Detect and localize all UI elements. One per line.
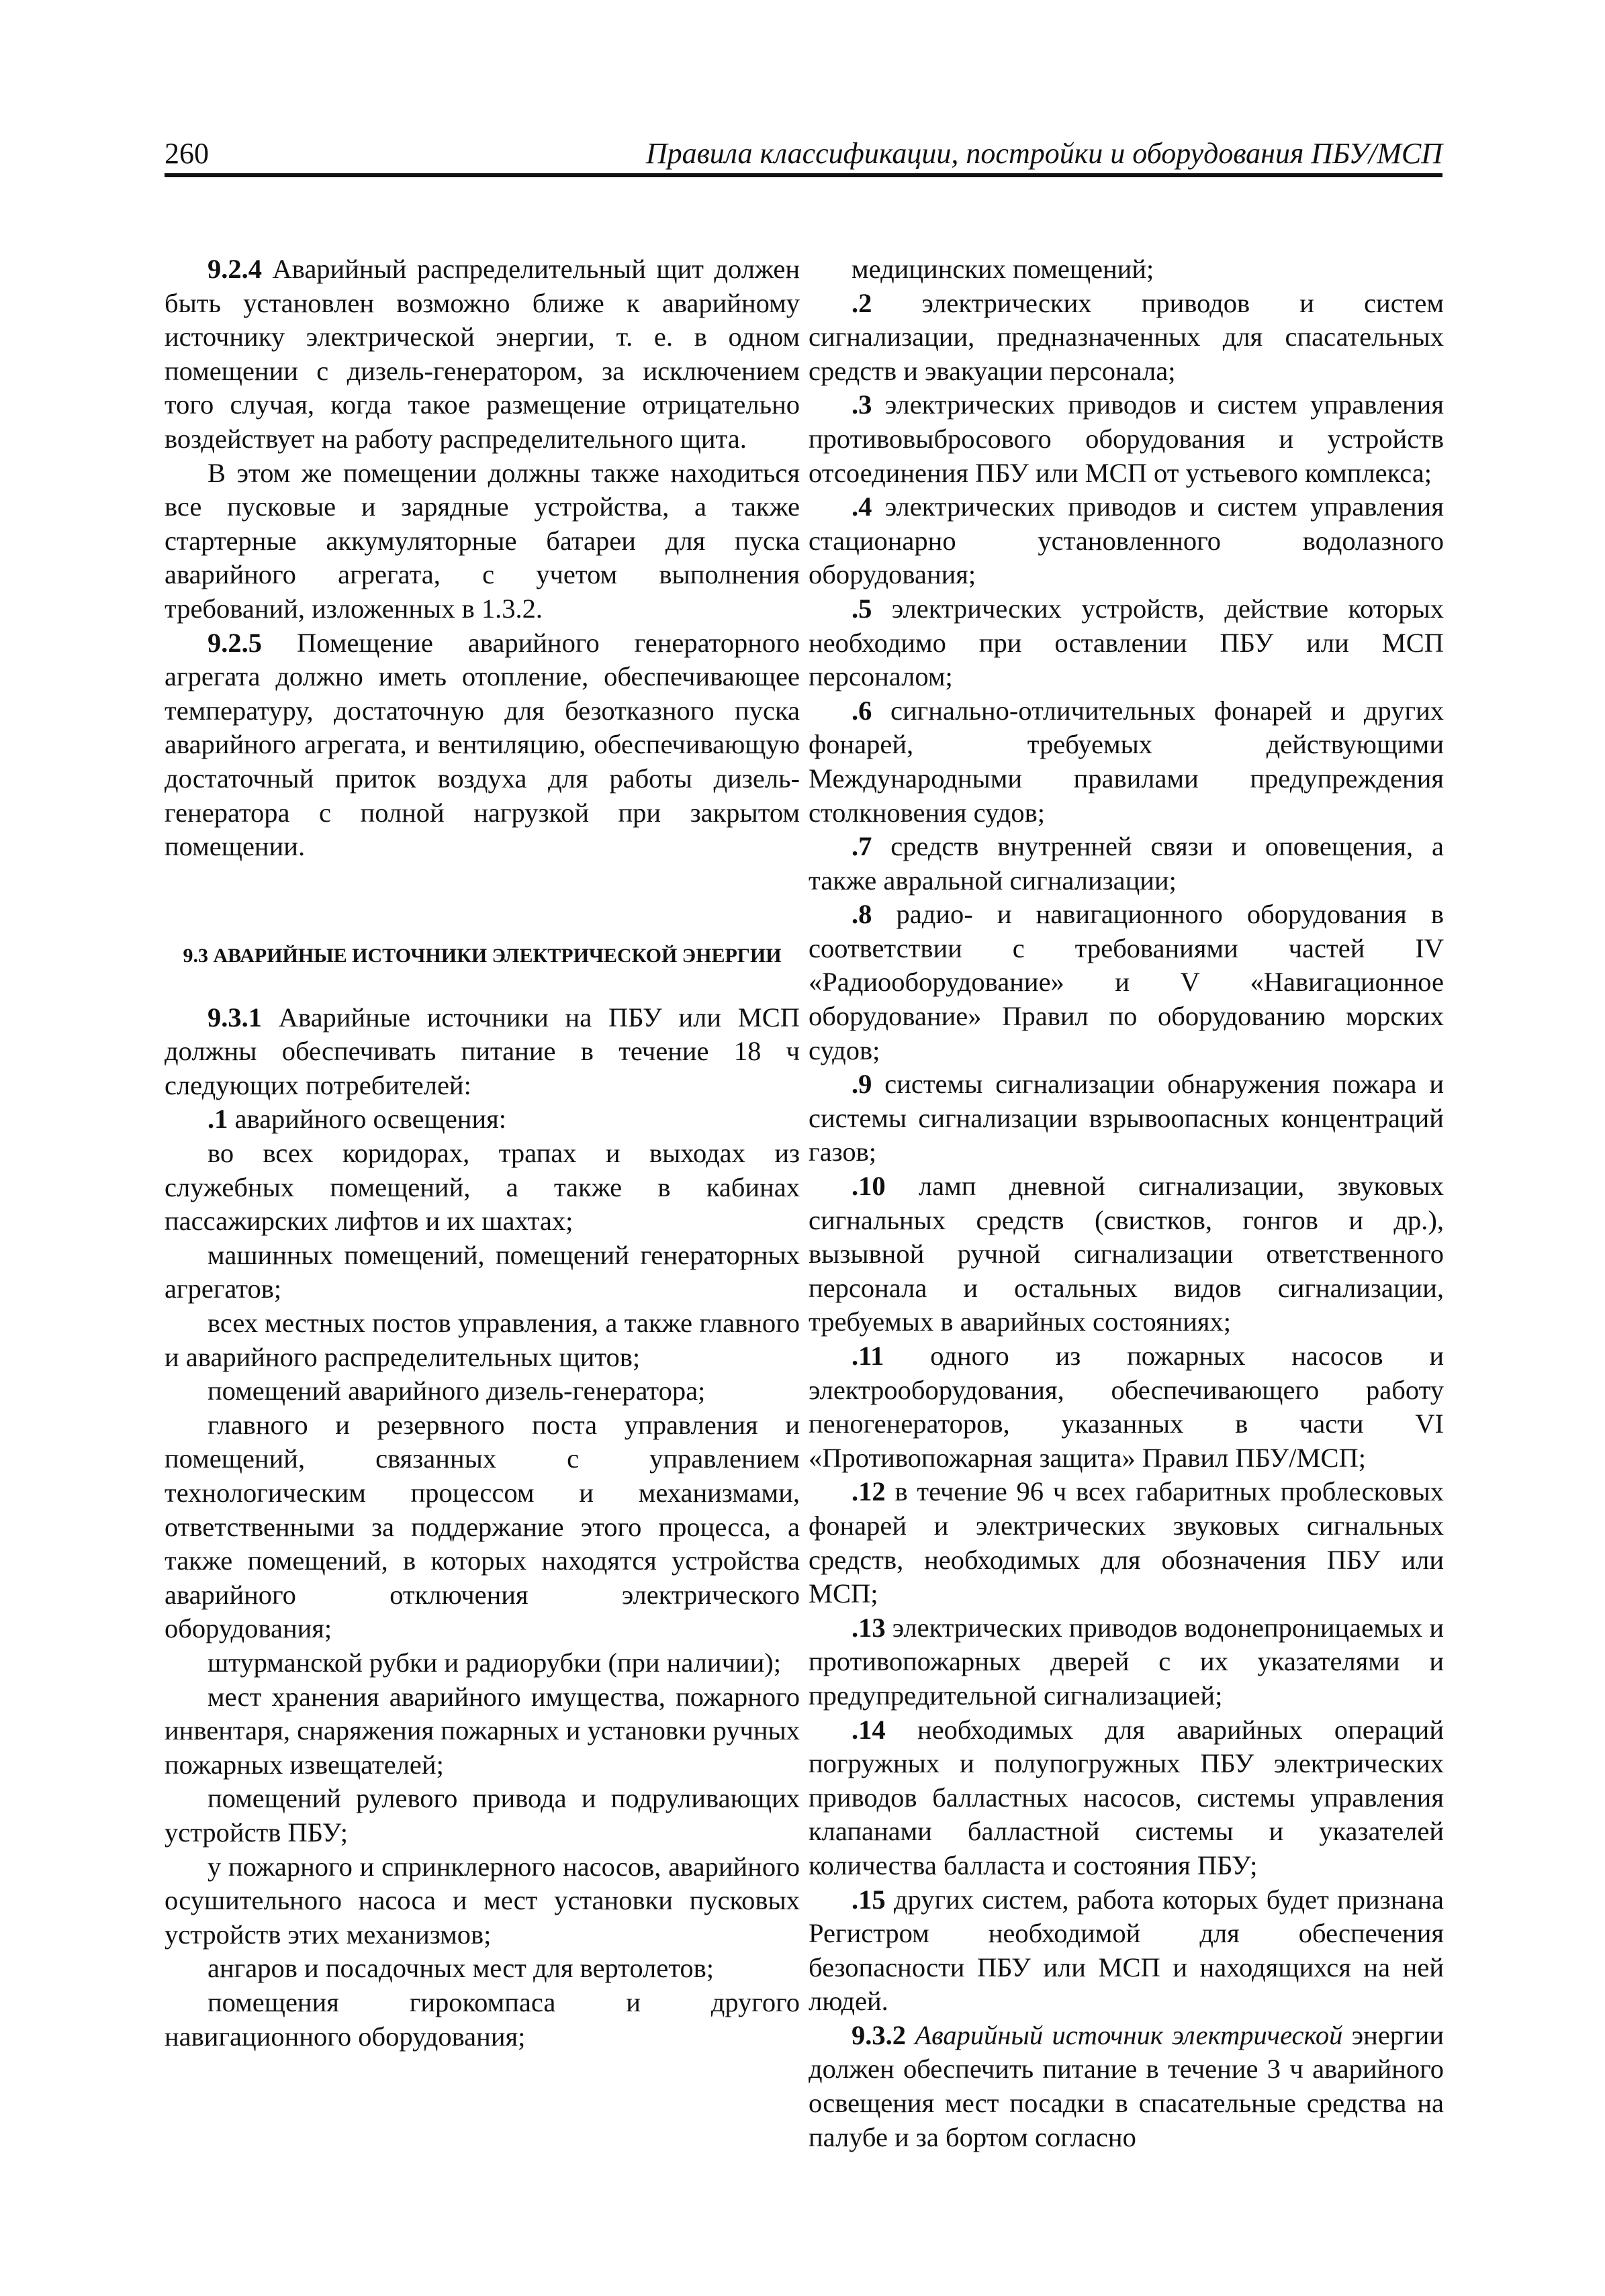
clause-number: .4 (852, 491, 872, 522)
paragraph (165, 1986, 800, 2054)
paragraph (165, 626, 800, 864)
paragraph (809, 252, 1444, 287)
clause-number: 9.2.5 (208, 627, 262, 658)
paragraph (165, 1952, 800, 1986)
paragraph (165, 1680, 800, 1782)
clause-number: .2 (852, 287, 872, 318)
paragraph-text: Аварийные источники на ПБУ или МСП должны обеспечивать питание в течение 18 ч следующих потребителей: (165, 1002, 800, 1100)
paragraph (809, 1611, 1444, 1713)
paragraph (165, 1408, 800, 1646)
paragraph-text: электрических устройств, действие которых необходимо при оставлении ПБУ или МСП персоналом; (809, 593, 1444, 692)
paragraph-text: средств внутренней связи и оповещения, а также авральной сигнализации; (809, 831, 1444, 896)
paragraph-text: всех местных постов управления, а также главного и аварийного распределительных щитов; (165, 1308, 800, 1372)
paragraph-text: у пожарного и спринклерного насосов, аварийного осушительного насоса и мест установки пусковых устройств этих механизмов; (165, 1851, 800, 1950)
clause-number: .15 (852, 1884, 886, 1915)
paragraph (165, 1001, 800, 1103)
paragraph (165, 1646, 800, 1680)
paragraph-text: штурманской рубки и радиорубки (при наличии); (208, 1647, 782, 1678)
paragraph (809, 1883, 1444, 2019)
running-title: Правила классификации, постройки и оборудования ПБУ/МСП (645, 137, 1442, 170)
section-heading: 9.3 АВАРИЙНЫЕ ИСТОЧНИКИ ЭЛЕКТРИЧЕСКОЙ ЭНЕРГИИ (183, 944, 782, 967)
clause-number: .5 (852, 593, 872, 624)
paragraph-text: аварийного освещения: (234, 1104, 507, 1135)
paragraph (165, 457, 800, 626)
paragraph (809, 388, 1444, 490)
clause-number: .13 (852, 1612, 886, 1643)
paragraph (165, 1137, 800, 1239)
clause-number: .1 (208, 1104, 228, 1135)
paragraph (809, 830, 1444, 898)
paragraph-text: одного из пожарных насосов и электрооборудования, обеспечивающего работу пеногенераторов, указанных в части VI «Противопожарная защита» Правил ПБУ/МСП; (809, 1341, 1444, 1473)
clause-number: 9.2.4 (208, 254, 262, 284)
paragraph-text: других систем, работа которых будет признана Регистром необходимой для обеспечения безопасности ПБУ или МСП и находящихся на ней людей. (809, 1884, 1444, 2017)
paragraph (165, 1850, 800, 1952)
paragraph-text: электрических приводов и систем сигнализации, предназначенных для спасательных средств и эвакуации персонала; (809, 287, 1444, 386)
paragraph (809, 694, 1444, 830)
clause-number: .6 (852, 695, 872, 726)
paragraph-text: помещения гирокомпаса и другого навигационного оборудования; (165, 1987, 800, 2052)
paragraph-text: ламп дневной сигнализации, звуковых сигнальных средств (свистков, гонгов и др.), вызывной ручной сигнализации ответственного персонала и остальных видов сигнализации, требуемых в аварийных состояниях; (809, 1171, 1444, 1337)
paragraph-text: сигнально-отличительных фонарей и других фонарей, требуемых действующими Международными правилами предупреждения столкновения судов; (809, 695, 1444, 828)
paragraph (165, 1102, 800, 1137)
paragraph-text: Аварийный распределительный щит должен быть установлен возможно ближе к аварийному источнику электрической энергии, т. е. в одном помещении с дизель-генератором, за исключением того случая, когда такое размещение отрицательно воздействует на работу распределительного щита. (165, 254, 800, 454)
left-column (165, 252, 800, 2054)
paragraph-text: ангаров и посадочных мест для вертолетов; (208, 1953, 715, 1984)
paragraph-text: электрических приводов водонепроницаемых и противопожарных дверей с их указателями и предупредительной сигнализацией; (809, 1612, 1444, 1711)
paragraph (809, 1067, 1444, 1169)
clause-number: .9 (852, 1069, 872, 1100)
paragraph-text: В этом же помещении должны также находиться все пусковые и зарядные устройства, а также стартерные аккумуляторные батареи для пуска аварийного агрегата, с учетом выполнения требований, изложенных в 1.3.2. (165, 457, 800, 624)
paragraph-text: Помещение аварийного генераторного агрегата должно иметь отопление, обеспечивающее температуру, достаточную для безотказного пуска аварийного агрегата, и вентиляцию, обеспечивающую достаточный приток воздуха для работы дизель-генератора с полной нагрузкой при закрытом помещении. (165, 627, 800, 862)
clause-number: .3 (852, 389, 872, 420)
clause-number: .10 (852, 1171, 886, 1202)
paragraph-text: медицинских помещений; (852, 254, 1154, 284)
page-number: 260 (165, 137, 209, 170)
clause-number: .14 (852, 1714, 886, 1745)
paragraph (165, 1782, 800, 1850)
paragraph-text: энергии должен обеспечить питание в течение 3 ч аварийного освещения мест посадки в спасательные средства на палубе и за бортом согласно (809, 2019, 1444, 2152)
paragraph-text: электрических приводов и систем управления стационарно установленного водолазного оборудования; (809, 491, 1444, 590)
page-header (165, 132, 1442, 177)
paragraph (809, 898, 1444, 1067)
clause-number: 9.3.1 (208, 1002, 262, 1033)
paragraph-text: главного и резервного поста управления и помещений, связанных с управлением технологическим процессом и механизмами, ответственными за поддержание этого процесса, а также помещений, в которых находятся устройства аварийного отключения электрического оборудования; (165, 1409, 800, 1644)
paragraph (809, 490, 1444, 592)
clause-title: Аварийный источник электрической (915, 2019, 1343, 2050)
paragraph-text: электрических приводов и систем управления противовыбросового оборудования и устройств отсоединения ПБУ или МСП от устьевого комплекса; (809, 389, 1444, 488)
paragraph (165, 1306, 800, 1374)
paragraph-text: машинных помещений, помещений генераторных агрегатов; (165, 1239, 800, 1304)
paragraph (809, 287, 1444, 389)
paragraph (165, 1374, 800, 1408)
clause-number: .7 (852, 831, 872, 862)
paragraph (809, 2019, 1444, 2154)
paragraph (809, 1475, 1444, 1611)
paragraph (809, 1713, 1444, 1883)
paragraph (165, 252, 800, 457)
paragraph-text: во всех коридорах, трапах и выходах из служебных помещений, а также в кабинах пассажирских лифтов и их шахтах; (165, 1138, 800, 1237)
paragraph-text: радио- и навигационного оборудования в соответствии с требованиями частей IV «Радиооборудование» и V «Навигационное оборудование» Правил по оборудованию морских судов; (809, 899, 1444, 1065)
clause-number: .11 (852, 1341, 884, 1371)
paragraph-text: системы сигнализации обнаружения пожара и системы сигнализации взрывоопасных концентраций газов; (809, 1069, 1444, 1167)
clause-number: .12 (852, 1476, 886, 1507)
paragraph-text: помещений рулевого привода и подруливающих устройств ПБУ; (165, 1783, 800, 1848)
right-column (809, 252, 1444, 2154)
clause-number: 9.3.2 (852, 2019, 906, 2050)
paragraph-text: необходимых для аварийных операций погружных и полупогружных ПБУ электрических приводов балластных насосов, системы управления клапанами балластной системы и указателей количества балласта и состояния ПБУ; (809, 1714, 1444, 1880)
paragraph (809, 1169, 1444, 1339)
paragraph-text: помещений аварийного дизель-генератора; (208, 1376, 706, 1406)
paragraph-text: в течение 96 ч всех габаритных проблесковых фонарей и электрических звуковых сигнальных средств, необходимых для обозначения ПБУ или МСП; (809, 1476, 1444, 1609)
clause-number: .8 (852, 899, 872, 930)
paragraph (809, 592, 1444, 694)
paragraph (165, 1239, 800, 1306)
paragraph-text: мест хранения аварийного имущества, пожарного инвентаря, снаряжения пожарных и установки ручных пожарных извещателей; (165, 1681, 800, 1780)
paragraph (809, 1339, 1444, 1475)
